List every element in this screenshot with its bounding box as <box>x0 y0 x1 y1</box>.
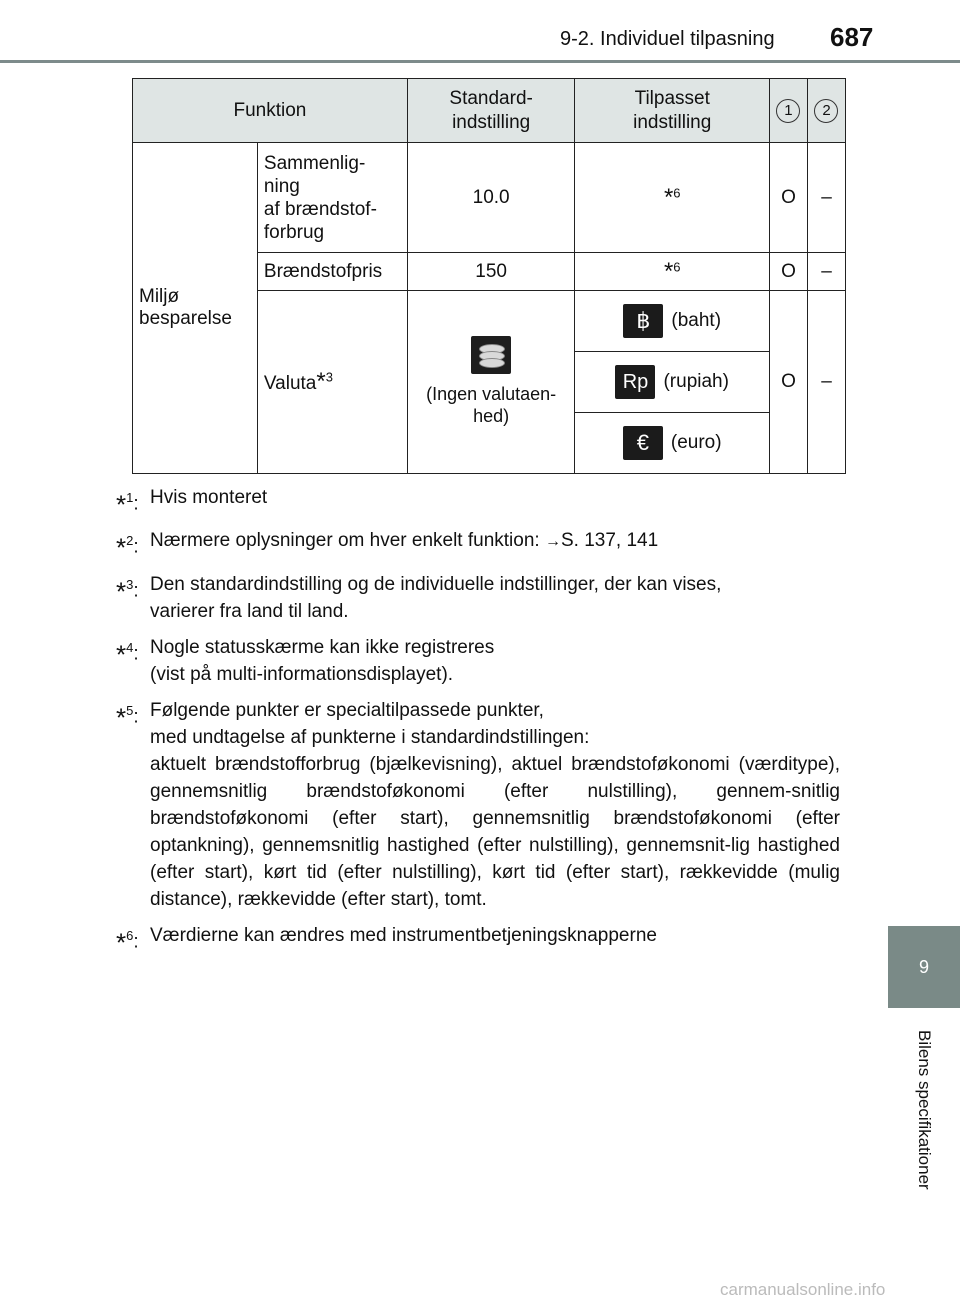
table-header-row <box>133 79 846 143</box>
section-title: 9-2. Individuel tilpasning <box>560 28 775 50</box>
header-standard: Standard- indstilling <box>407 79 575 143</box>
currency-option-baht: ฿ (baht) <box>575 291 770 352</box>
coins-icon <box>471 336 511 374</box>
col1-value: O <box>769 291 807 474</box>
footnote-3: *$^3$: Den standardindstilling og de individuelle indstillinger, der kan vises, varierer fra land til land. <box>116 573 722 622</box>
page-number: 687 <box>830 22 874 52</box>
item-cell-currency: Valuta*$^3$ <box>257 291 407 474</box>
header-custom: Tilpasset indstilling <box>575 79 770 143</box>
footnote-1: *$^1$: Hvis monteret <box>116 487 268 520</box>
header-rule <box>0 60 960 63</box>
watermark: carmanualsonline.info <box>720 1280 886 1299</box>
currency-option-euro: € (euro) <box>575 413 770 474</box>
chapter-label: Bilens specifikationer <box>915 1030 934 1190</box>
baht-icon: ฿ <box>623 304 663 338</box>
col2-value: – <box>807 143 845 253</box>
footnote-2: *$^2$: Nærmere oplysninger om hver enkelt funktion: →S. 137, 141 <box>116 530 659 563</box>
item-cell: Brændstofpris <box>257 253 407 291</box>
col1-value: O <box>769 253 807 291</box>
footnotes <box>116 484 840 965</box>
table-row <box>133 143 846 253</box>
col2-value: – <box>807 291 845 474</box>
chapter-tab[interactable] <box>888 926 960 1008</box>
settings-table-body <box>132 78 846 474</box>
chapter-number: 9 <box>918 956 929 977</box>
footnote-4: *$^4$: Nogle statusskærme kan ikke registreres (vist på multi-informationsdisplayet). <box>116 636 495 685</box>
item-cell: Sammenlig- ning af brændstof- forbrug <box>257 143 407 253</box>
standard-value: 10.0 <box>407 143 575 253</box>
arrow-icon: → <box>544 533 561 551</box>
header-col1: 1 <box>769 79 807 143</box>
footnote-5: *$^5$: Følgende punkter er specialtilpassede punkter, med undtagelse af punkterne i standardindstillingen: aktuelt brændstofforbrug (bjælkevisning), aktuel brændstoføkonomi (værditype), gennemsnitlig brændstoføkonomi (efter nulstilling), gennem-snitlig brændstoføkonomi (efter start), gennemsnitlig brændstoføkonomi (efter optankning), gennemsnitlig hastighed (efter nulstilling), gennemsnit-lig hastighed (efter start), kørt tid (efter nulstilling), kørt tid (efter start), rækkevidde (mulig distance), rækkevidde (efter start), tomt. <box>116 699 840 910</box>
header-function: Funktion <box>133 79 408 143</box>
col2-value: – <box>807 253 845 291</box>
group-cell: Miljø besparelse <box>133 143 258 474</box>
standard-value: 150 <box>407 253 575 291</box>
footnote-6: *$^6$: Værdierne kan ændres med instrumentbetjeningsknapperne <box>116 924 657 957</box>
page-reference-link[interactable]: S. 137, 141 <box>560 530 659 552</box>
rupiah-icon: Rp <box>615 365 655 399</box>
currency-option-rupiah: Rp (rupiah) <box>575 352 770 413</box>
standard-currency: (Ingen valutaen- hed) <box>407 291 575 474</box>
custom-value: *$^6$ <box>575 143 770 253</box>
euro-icon: € <box>623 426 663 460</box>
custom-value: *$^6$ <box>575 253 770 291</box>
header-col2: 2 <box>807 79 845 143</box>
col1-value: O <box>769 143 807 253</box>
